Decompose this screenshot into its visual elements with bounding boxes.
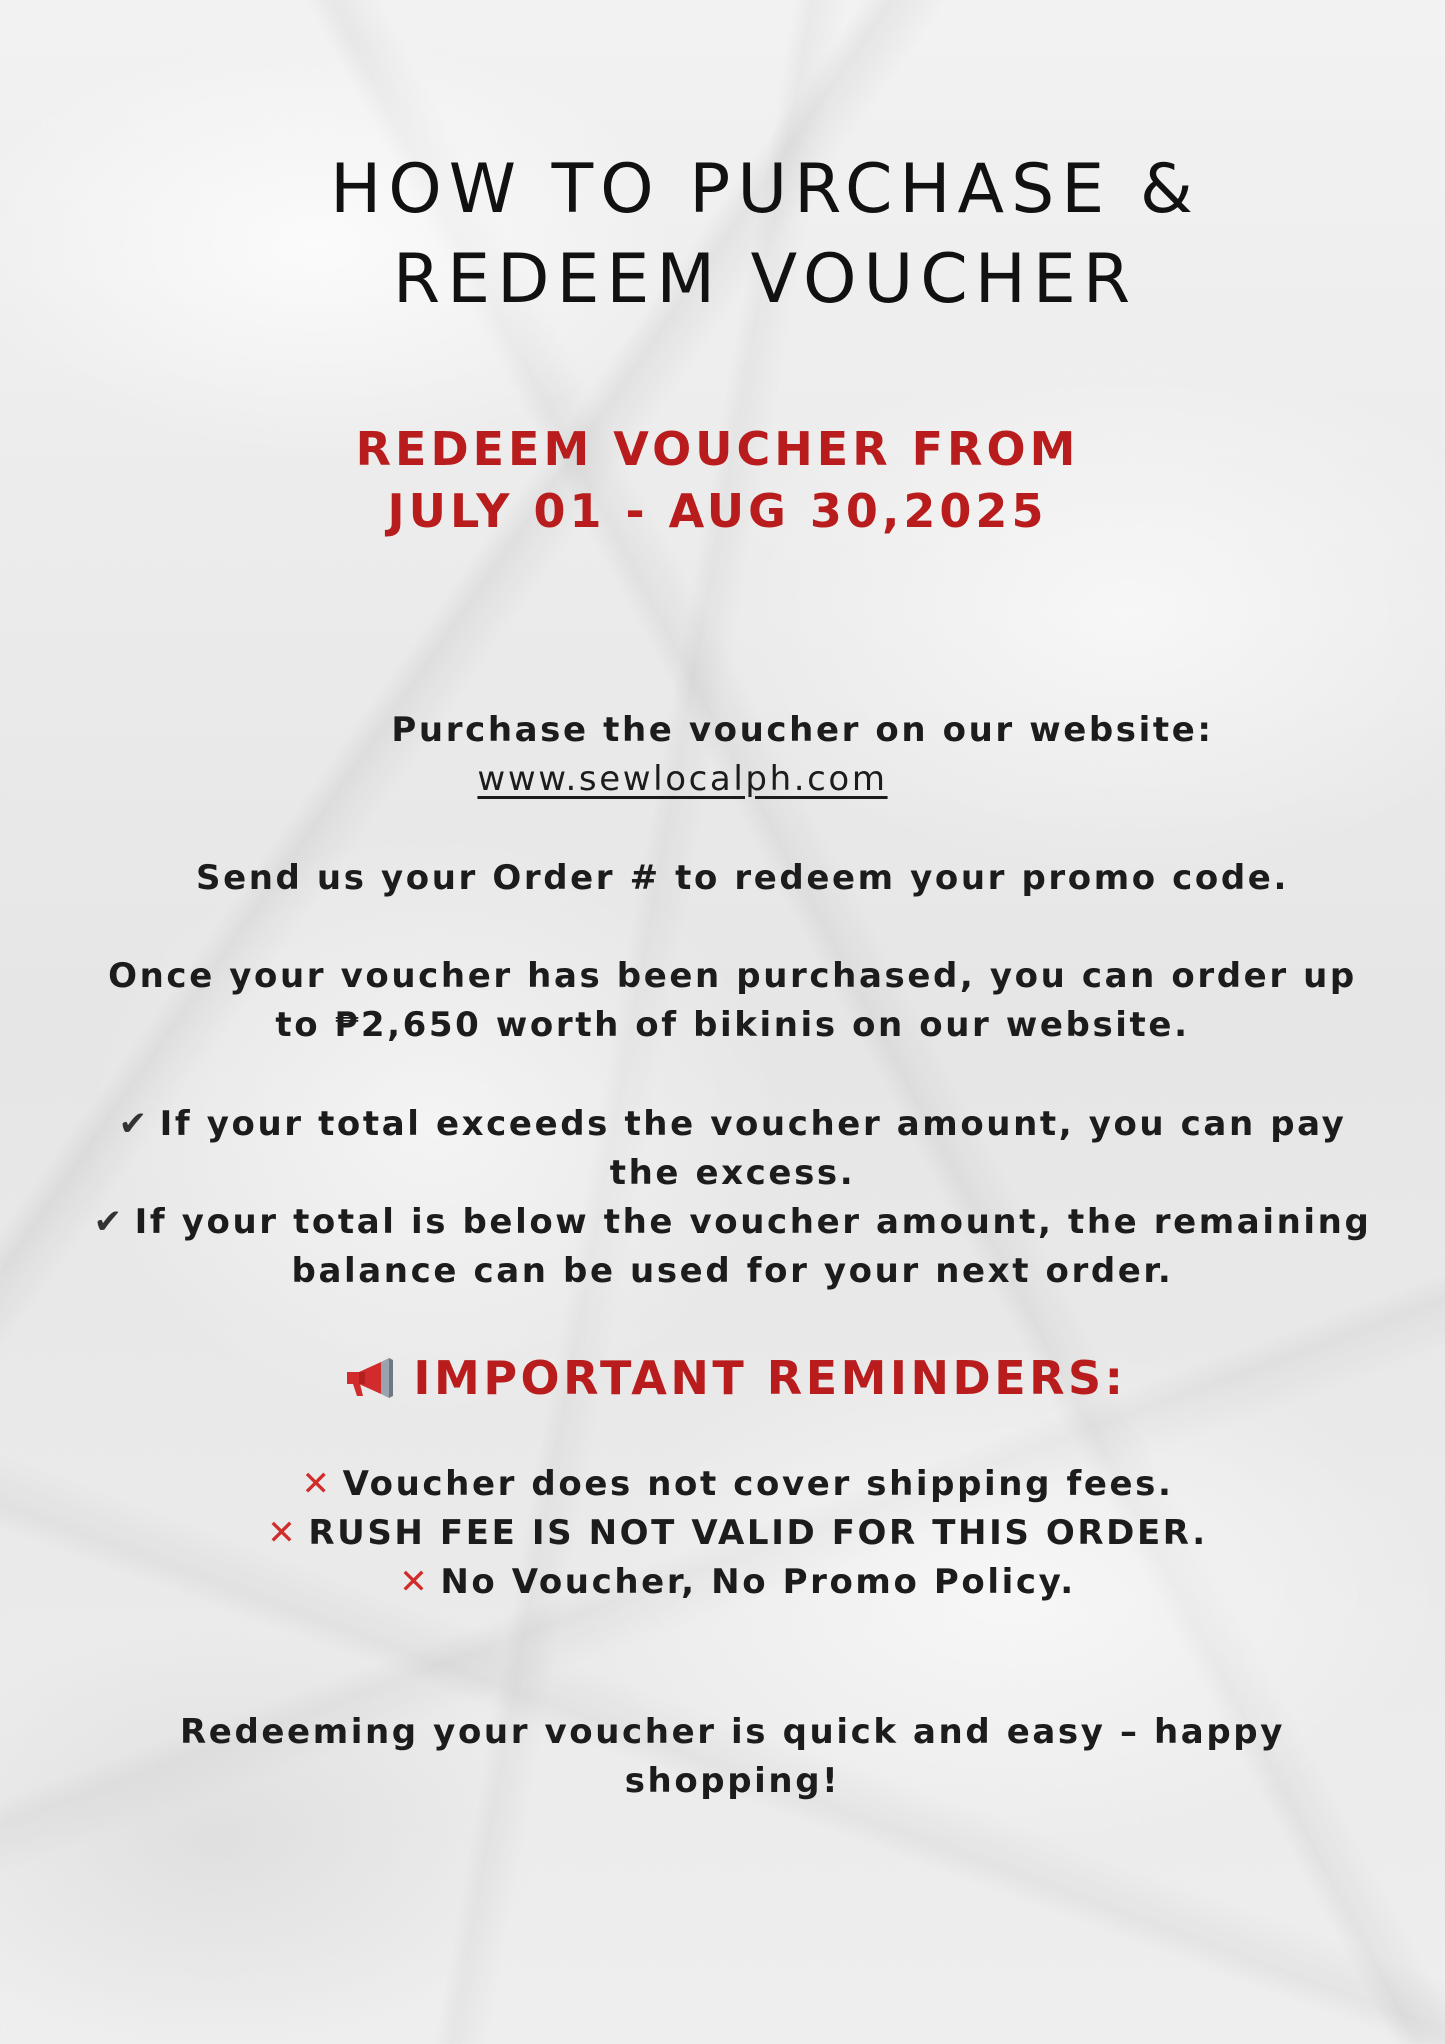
condition-below bbox=[20, 1198, 1445, 1247]
website-link[interactable]: www.sewlocalph.com bbox=[477, 759, 888, 799]
closing-message bbox=[0, 1708, 1445, 1806]
redeem-period bbox=[0, 418, 1435, 542]
condition-exceeds-line-1: If your total exceeds the voucher amount, you can pay bbox=[159, 1104, 1347, 1144]
cross-mark-icon: ✕ bbox=[399, 1562, 431, 1602]
reminder-text: No Voucher, No Promo Policy. bbox=[440, 1562, 1076, 1602]
condition-below-line-2: balance can be used for your next order. bbox=[291, 1251, 1174, 1291]
reminder-item bbox=[30, 1558, 1445, 1607]
order-limit-line-2: to ₱2,650 worth of bikinis on our website. bbox=[275, 1005, 1190, 1045]
send-order-text: Send us your Order # to redeem your promo code. bbox=[196, 858, 1289, 898]
redeem-period-line-1: REDEEM VOUCHER FROM bbox=[355, 422, 1080, 476]
reminder-item bbox=[30, 1509, 1445, 1558]
checkmark-icon: ✔ bbox=[93, 1202, 125, 1242]
reminder-text: Voucher does not cover shipping fees. bbox=[342, 1464, 1174, 1504]
condition-exceeds-line-2: the excess. bbox=[609, 1153, 856, 1193]
reminder-text: RUSH FEE IS NOT VALID FOR THIS ORDER. bbox=[308, 1513, 1208, 1553]
condition-below-line-1: If your total is below the voucher amount, the remaining bbox=[134, 1202, 1372, 1242]
title-line-1: HOW TO PURCHASE & bbox=[330, 150, 1200, 229]
voucher-conditions bbox=[0, 1100, 1445, 1296]
megaphone-icon bbox=[343, 1358, 397, 1398]
checkmark-icon: ✔ bbox=[118, 1104, 150, 1144]
reminders-list bbox=[0, 1460, 1445, 1607]
order-limit-line-1: Once your voucher has been purchased, you can order up bbox=[108, 956, 1357, 996]
purchase-instructions bbox=[0, 706, 1445, 804]
reminders-heading-text: IMPORTANT REMINDERS: bbox=[413, 1351, 1127, 1405]
reminders-heading bbox=[0, 1347, 1445, 1409]
purchase-text: Purchase the voucher on our website: bbox=[391, 710, 1214, 750]
closing-line-1: Redeeming your voucher is quick and easy – happy bbox=[180, 1712, 1285, 1752]
page-title bbox=[0, 145, 1445, 325]
title-line-2: REDEEM VOUCHER bbox=[392, 240, 1138, 319]
reminder-item bbox=[30, 1460, 1445, 1509]
cross-mark-icon: ✕ bbox=[267, 1513, 299, 1553]
redeem-period-line-2: JULY 01 - AUG 30,2025 bbox=[387, 484, 1048, 538]
condition-exceeds bbox=[20, 1100, 1445, 1149]
cross-mark-icon: ✕ bbox=[301, 1464, 333, 1504]
closing-line-2: shopping! bbox=[624, 1761, 841, 1801]
order-limit-text bbox=[0, 952, 1445, 1050]
